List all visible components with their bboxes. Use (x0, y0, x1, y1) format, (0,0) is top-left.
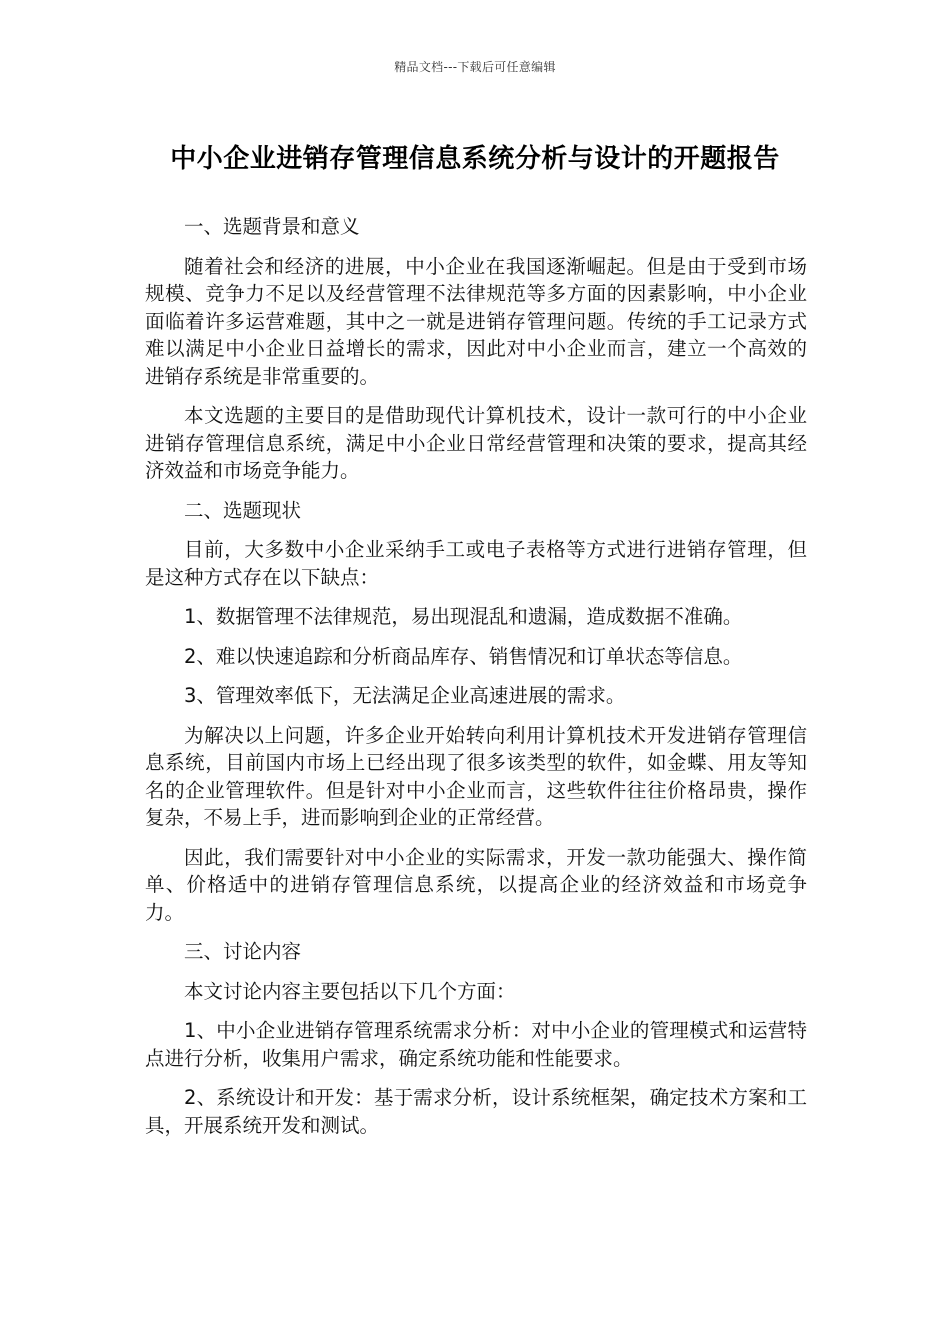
paragraph-content-intro: 本文讨论内容主要包括以下几个方面： (184, 979, 516, 1003)
list-item-drawback-2: 2、难以快速追踪和分析商品库存、销售情况和订单状态等信息。 (184, 644, 743, 668)
paragraph-conclusion: 因此，我们需要针对中小企业的实际需求，开发一款功能强大、操作简单、价格适中的进销存管理信息系统，以提高企业的经济效益和市场竞争力。 (145, 845, 807, 924)
paragraph-purpose: 本文选题的主要目的是借助现代计算机技术，设计一款可行的中小企业进销存管理信息系统，满足中小企业日常经营管理和决策的要求，提高其经济效益和市场竞争能力。 (145, 404, 807, 482)
paragraph-existing-solutions: 为解决以上问题，许多企业开始转向利用计算机技术开发进销存管理信息系统，目前国内市场上已经出现了很多该类型的软件，如金蝶、用友等知名的企业管理软件。但是针对中小企业而言，这些软件往往价格昂贵，操作复杂，不易上手，进而影响到企业的正常经营。 (145, 723, 807, 829)
paragraph-status-intro: 目前，大多数中小企业采纳手工或电子表格等方式进行进销存管理，但是这种方式存在以下缺点： (145, 538, 807, 589)
document-body (145, 213, 807, 1151)
document-title: 中小企业进销存管理信息系统分析与设计的开题报告 (170, 144, 780, 174)
section-heading-status: 二、选题现状 (184, 498, 302, 522)
list-item-drawback-3: 3、管理效率低下，无法满足企业高速进展的需求。 (184, 684, 626, 707)
header-note: 精品文档---下载后可任意编辑 (394, 60, 556, 74)
section-heading-background: 一、选题背景和意义 (184, 215, 360, 238)
list-item-content-1: 1、中小企业进销存管理系统需求分析：对中小企业的管理模式和运营特点进行分析，收集用户需求，确定系统功能和性能要求。 (145, 1019, 807, 1070)
paragraph-background: 随着社会和经济的进展，中小企业在我国逐渐崛起。但是由于受到市场规模、竞争力不足以及经营管理不法律规范等多方面的因素影响，中小企业面临着许多运营难题，其中之一就是进销存管理问题。传统的手工记录方式难以满足中小企业日益增长的需求，因此对中小企业而言，建立一个高效的进销存系统是非常重要的。 (145, 254, 807, 388)
list-item-content-2: 2、系统设计和开发：基于需求分析，设计系统框架，确定技术方案和工具，开展系统开发和测试。 (145, 1086, 807, 1137)
list-item-drawback-1: 1、数据管理不法律规范，易出现混乱和遗漏，造成数据不准确。 (184, 605, 743, 628)
section-heading-content: 三、讨论内容 (184, 940, 302, 963)
